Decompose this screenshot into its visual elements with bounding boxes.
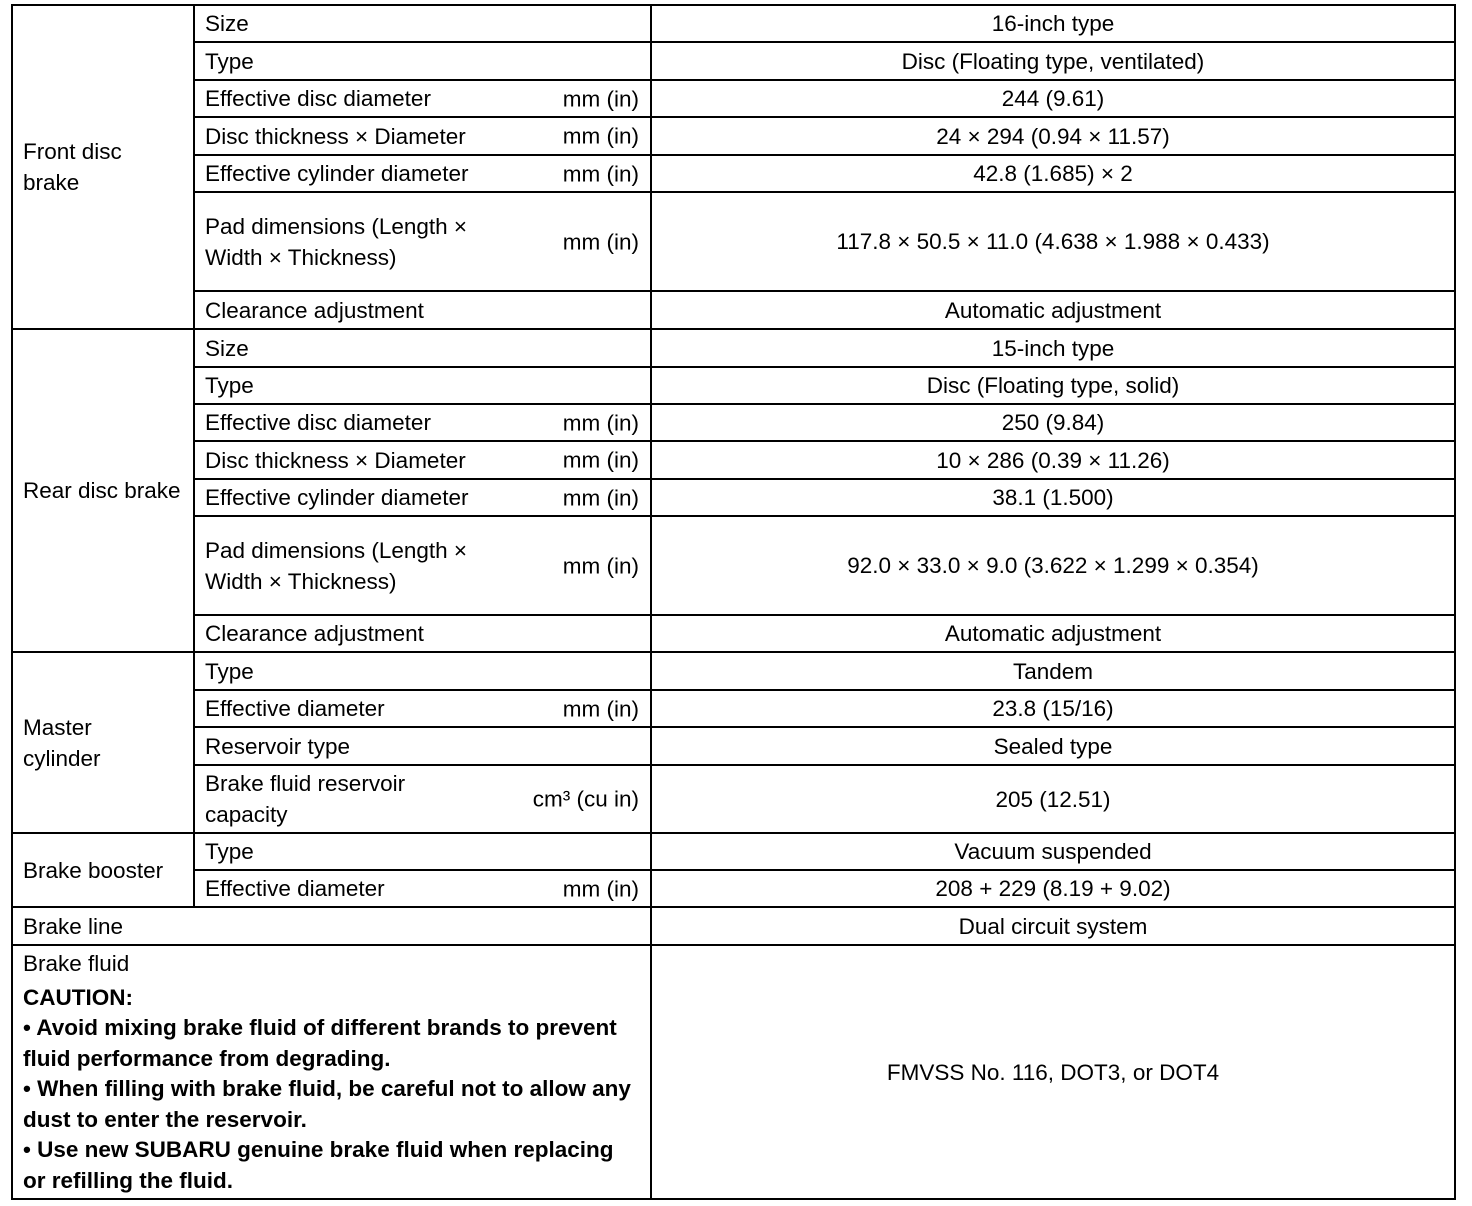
item-cell: Type [194, 367, 651, 404]
unit-label: mm (in) [562, 553, 639, 578]
table-row [12, 441, 1455, 479]
value-cell: 117.8 × 50.5 × 11.0 (4.638 × 1.988 × 0.433) [651, 192, 1455, 291]
table-row [12, 479, 1455, 516]
table-row [12, 291, 1455, 329]
brake-fluid-cell [12, 945, 651, 1199]
item-cell: Pad dimensions (Length × Width × Thickness) mm (in) [194, 192, 651, 291]
item-cell: Effective cylinder diameter mm (in) [194, 155, 651, 192]
unit-label: mm (in) [562, 876, 639, 901]
unit-label: mm (in) [562, 447, 639, 473]
brake-specifications-table [11, 4, 1456, 1200]
table-row [12, 945, 1455, 1199]
item-cell: Effective disc diameter mm (in) [194, 80, 651, 117]
category-brake-fluid: Brake fluid [23, 950, 130, 976]
item-cell: Pad dimensions (Length × Width × Thickness) mm (in) [194, 516, 651, 615]
caution-item: • When filling with brake fluid, be careful not to allow any dust to enter the reservoir. [23, 1076, 631, 1132]
unit-label: mm (in) [562, 410, 639, 435]
item-cell: Effective diameter mm (in) [194, 690, 651, 727]
value-cell: 38.1 (1.500) [651, 479, 1455, 516]
item-cell: Clearance adjustment [194, 615, 651, 652]
value-cell: 42.8 (1.685) × 2 [651, 155, 1455, 192]
item-cell: Disc thickness × Diameter mm (in) [194, 441, 651, 479]
table-row [12, 42, 1455, 80]
table-row [12, 907, 1455, 945]
value-cell: 10 × 286 (0.39 × 11.26) [651, 441, 1455, 479]
unit-label: mm (in) [562, 696, 639, 721]
table-row [12, 765, 1455, 833]
item-cell: Size [194, 329, 651, 367]
unit-label: mm (in) [562, 123, 639, 149]
caution-item: • Use new SUBARU genuine brake fluid when replacing or refilling the fluid. [23, 1137, 614, 1193]
item-cell: Type [194, 42, 651, 80]
value-cell: 250 (9.84) [651, 404, 1455, 441]
unit-label: cm³ (cu in) [532, 786, 639, 812]
caution-title: CAUTION: [23, 984, 133, 1010]
table-row [12, 367, 1455, 404]
table-row [12, 833, 1455, 870]
category-brake-booster: Brake booster [12, 833, 194, 907]
table-row [12, 404, 1455, 441]
value-cell: Automatic adjustment [651, 291, 1455, 329]
table-row [12, 80, 1455, 117]
item-cell: Effective disc diameter mm (in) [194, 404, 651, 441]
item-cell: Type [194, 833, 651, 870]
item-cell: Size [194, 5, 651, 42]
value-cell: 205 (12.51) [651, 765, 1455, 833]
table-row [12, 615, 1455, 652]
category-brake-line: Brake line [12, 907, 651, 945]
table-row [12, 727, 1455, 765]
item-cell: Reservoir type [194, 727, 651, 765]
value-cell: Vacuum suspended [651, 833, 1455, 870]
item-cell: Effective cylinder diameter mm (in) [194, 479, 651, 516]
table-row [12, 155, 1455, 192]
table-row [12, 690, 1455, 727]
item-cell: Effective diameter mm (in) [194, 870, 651, 907]
value-cell: 23.8 (15/16) [651, 690, 1455, 727]
table-row [12, 652, 1455, 690]
value-cell: Tandem [651, 652, 1455, 690]
unit-label: mm (in) [562, 485, 639, 510]
value-cell: 244 (9.61) [651, 80, 1455, 117]
value-cell: 208 + 229 (8.19 + 9.02) [651, 870, 1455, 907]
value-cell: Dual circuit system [651, 907, 1455, 945]
category-master-cylinder: Master cylinder [12, 652, 194, 833]
item-cell: Brake fluid reservoir capacity cm³ (cu in) [194, 765, 651, 833]
item-cell: Clearance adjustment [194, 291, 651, 329]
table-row [12, 870, 1455, 907]
table-row [12, 192, 1455, 291]
value-cell: Sealed type [651, 727, 1455, 765]
table-row [12, 117, 1455, 155]
value-cell: 16-inch type [651, 5, 1455, 42]
unit-label: mm (in) [562, 86, 639, 111]
value-cell: Disc (Floating type, ventilated) [651, 42, 1455, 80]
value-cell: 15-inch type [651, 329, 1455, 367]
table-row [12, 5, 1455, 42]
caution-block [23, 983, 640, 1197]
category-front-disc-brake: Front disc brake [12, 5, 194, 329]
table-row [12, 516, 1455, 615]
unit-label: mm (in) [562, 161, 639, 186]
caution-item: • Avoid mixing brake fluid of different brands to prevent fluid performance from degrading. [23, 1015, 617, 1071]
item-cell: Disc thickness × Diameter mm (in) [194, 117, 651, 155]
table-row [12, 329, 1455, 367]
item-cell: Type [194, 652, 651, 690]
category-rear-disc-brake: Rear disc brake [12, 329, 194, 652]
value-cell: FMVSS No. 116, DOT3, or DOT4 [651, 945, 1455, 1199]
value-cell: 92.0 × 33.0 × 9.0 (3.622 × 1.299 × 0.354) [651, 516, 1455, 615]
value-cell: 24 × 294 (0.94 × 11.57) [651, 117, 1455, 155]
value-cell: Disc (Floating type, solid) [651, 367, 1455, 404]
value-cell: Automatic adjustment [651, 615, 1455, 652]
unit-label: mm (in) [562, 229, 639, 254]
